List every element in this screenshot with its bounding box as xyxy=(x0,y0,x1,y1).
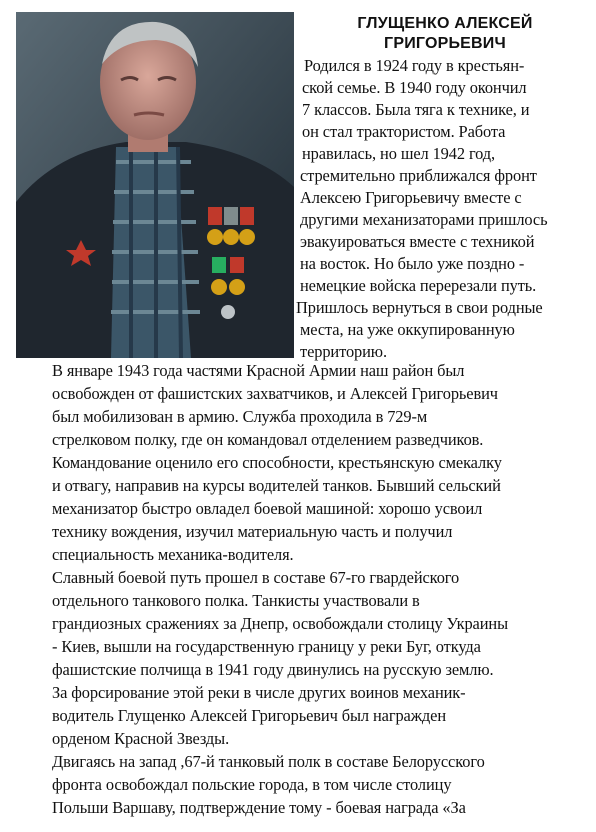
text-line: на восток. Но было уже поздно - xyxy=(300,254,525,273)
text-line: грандиозных сражениях за Днепр, освобождали столицу Украины xyxy=(52,614,508,633)
text-line: 7 классов. Была тяга к технике, и xyxy=(302,100,530,119)
title-line-surname: ГЛУЩЕНКО АЛЕКСЕЙ xyxy=(357,15,533,32)
text-line: стремительно приближался фронт xyxy=(300,166,537,185)
text-line: - Киев, вышли на государственную границу у реки Буг, откуда xyxy=(52,637,481,656)
text-line: и отвагу, направив на курсы водителей танков. Бывший сельский xyxy=(52,476,501,495)
text-line: За форсирование этой реки в числе других воинов механик- xyxy=(52,683,466,702)
text-line: механизатор быстро овладел боевой машиной: хорошо усвоил xyxy=(52,499,483,518)
text-line: Алексею Григорьевичу вместе с xyxy=(300,188,522,207)
page-title xyxy=(300,14,590,54)
text-line: фашистские полчища в 1941 году двинулись на русскую землю. xyxy=(52,660,494,679)
text-line: эвакуироваться вместе с техникой xyxy=(300,232,535,251)
text-line: Родился в 1924 году в крестьян- xyxy=(304,56,525,75)
text-line: стрелковом полку, где он командовал отделением разведчиков. xyxy=(52,430,484,449)
text-line: водитель Глущенко Алексей Григорьевич был награжден xyxy=(52,706,447,725)
text-line: другими механизаторами пришлось xyxy=(300,210,548,229)
portrait-icon xyxy=(16,12,294,358)
title-line-patronymic: ГРИГОРЬЕВИЧ xyxy=(384,35,506,52)
text-line: нравилась, но шел 1942 год, xyxy=(302,144,496,163)
text-line: освобожден от фашистских захватчиков, и Алексей Григорьевич xyxy=(52,384,498,403)
text-line: В январе 1943 года частями Красной Армии наш район был xyxy=(52,361,465,380)
veteran-portrait-photo xyxy=(16,12,294,358)
text-line: технику вождения, изучил материальную часть и получил xyxy=(52,522,453,541)
text-line: орденом Красной Звезды. xyxy=(52,729,230,748)
text-line: Славный боевой путь прошел в составе 67-го гвардейского xyxy=(52,568,460,587)
text-line: специальность механика-водителя. xyxy=(52,545,294,564)
text-line: отдельного танкового полка. Танкисты участвовали в xyxy=(52,591,420,610)
text-line: был мобилизован в армию. Служба проходила в 729-м xyxy=(52,407,428,426)
text-line: Командование оценило его способности, крестьянскую смекалку xyxy=(52,453,502,472)
text-line: места, на уже оккупированную xyxy=(300,320,515,339)
text-line: территорию. xyxy=(300,342,387,361)
text-line: ской семье. В 1940 году окончил xyxy=(302,78,527,97)
text-line: Польши Варшаву, подтверждение тому - боевая награда «За xyxy=(52,798,466,817)
text-line: фронта освобождал польские города, в том числе столицу xyxy=(52,775,452,794)
text-line: немецкие войска перерезали путь. xyxy=(300,276,537,295)
text-line: Двигаясь на запад ,67-й танковый полк в составе Белорусского xyxy=(52,752,485,771)
text-line: он стал трактористом. Работа xyxy=(302,122,506,141)
text-line: Пришлось вернуться в свои родные xyxy=(296,298,543,317)
